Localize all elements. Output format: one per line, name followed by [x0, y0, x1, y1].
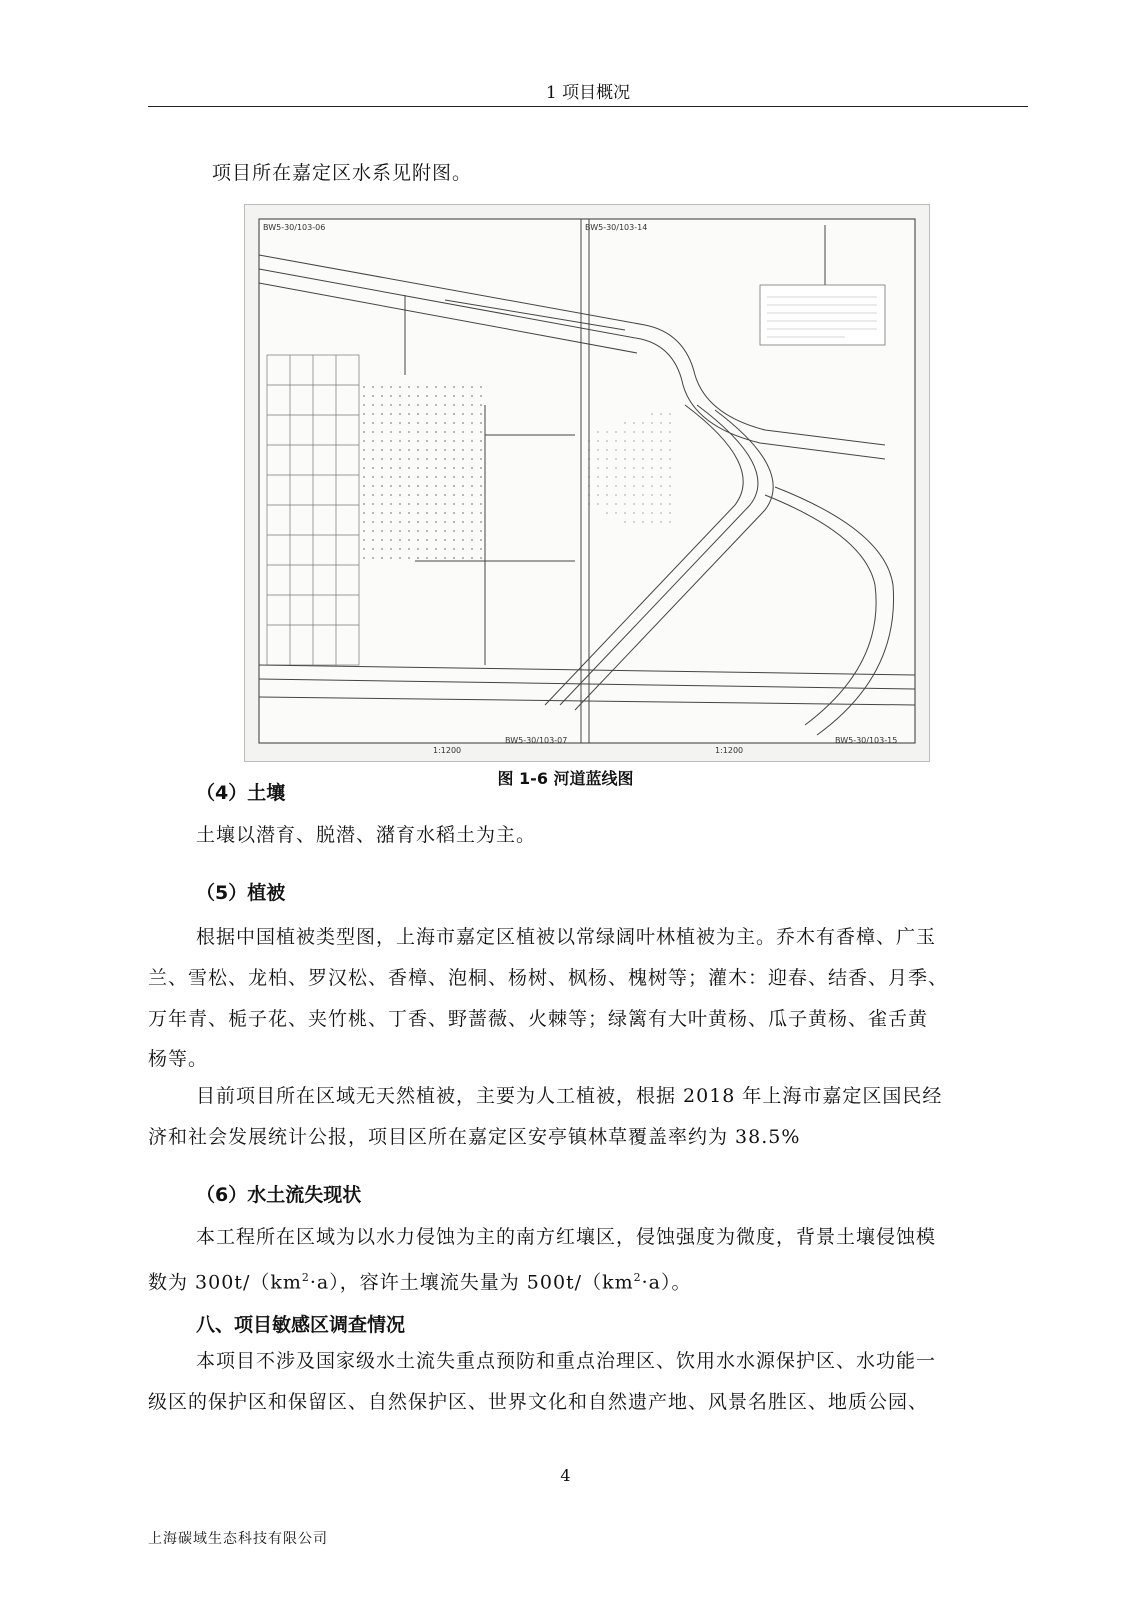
- company-name: 上海碳域生态科技有限公司: [148, 1531, 328, 1547]
- header-rule: [148, 106, 1028, 107]
- heading-erosion: （6）水土流失现状: [196, 1184, 362, 1206]
- river-blueline-map: [244, 204, 930, 762]
- page-number: 4: [560, 1466, 571, 1485]
- figure-caption: 图 1-6 河道蓝线图: [497, 769, 634, 788]
- erosion-line: 数为 $300t/(km^2\cdot a)$，容许土壤流失量为 $500t/(km^2\cdot a)$。: [148, 1271, 692, 1294]
- vegetation-line: 兰、雪松、龙柏、罗汉松、香樟、泡桐、杨树、枫杨、槐树等；灌木：迎春、结香、月季、: [148, 967, 949, 989]
- heading-soil: （4）土壤: [196, 782, 286, 804]
- erosion-line: 本工程所在区域为以水力侵蚀为主的南方红壤区，侵蚀强度为微度，背景土壤侵蚀模: [196, 1226, 937, 1248]
- vegetation-line: 杨等。: [148, 1048, 209, 1070]
- map-scale-left: 1:1200: [433, 746, 462, 755]
- sensitive-line: 本项目不涉及国家级水土流失重点预防和重点治理区、饮用水水源保护区、水功能一: [196, 1350, 937, 1372]
- heading-sensitive-areas: 八、项目敏感区调查情况: [196, 1314, 406, 1336]
- soil-text: 土壤以潜育、脱潜、潴育水稻土为主。: [196, 824, 537, 846]
- heading-vegetation: （5）植被: [196, 882, 286, 904]
- vegetation-para2-line: 济和社会发展统计公报，项目区所在嘉定区安亭镇林草覆盖率约为 38.5%: [148, 1126, 801, 1148]
- sensitive-line: 级区的保护区和保留区、自然保护区、世界文化和自然遗产地、风景名胜区、地质公园、: [148, 1391, 929, 1413]
- vegetation-line: 根据中国植被类型图，上海市嘉定区植被以常绿阔叶林植被为主。乔木有香樟、广玉: [196, 926, 937, 948]
- vegetation-line: 万年青、栀子花、夹竹桃、丁香、野蔷薇、火棘等；绿篱有大叶黄杨、瓜子黄杨、雀舌黄: [148, 1008, 929, 1030]
- intro-text: 项目所在嘉定区水系见附图。: [212, 162, 473, 184]
- map-sheet-label-top-left: BW5-30/103-06: [263, 223, 326, 232]
- vegetation-para2-line: 目前项目所在区域无天然植被，主要为人工植被，根据 2018 年上海市嘉定区国民经: [196, 1085, 943, 1107]
- map-scale-mid: 1:1200: [715, 746, 744, 755]
- running-header: 1 项目概况: [545, 83, 631, 103]
- map-sheet-label-bottom-right: BW5-30/103-15: [835, 736, 898, 745]
- map-sheet-label-bottom-mid: BW5-30/103-07: [505, 736, 568, 745]
- map-sheet-label-top-mid: BW5-30/103-14: [585, 223, 648, 232]
- map-drawing: [245, 205, 929, 761]
